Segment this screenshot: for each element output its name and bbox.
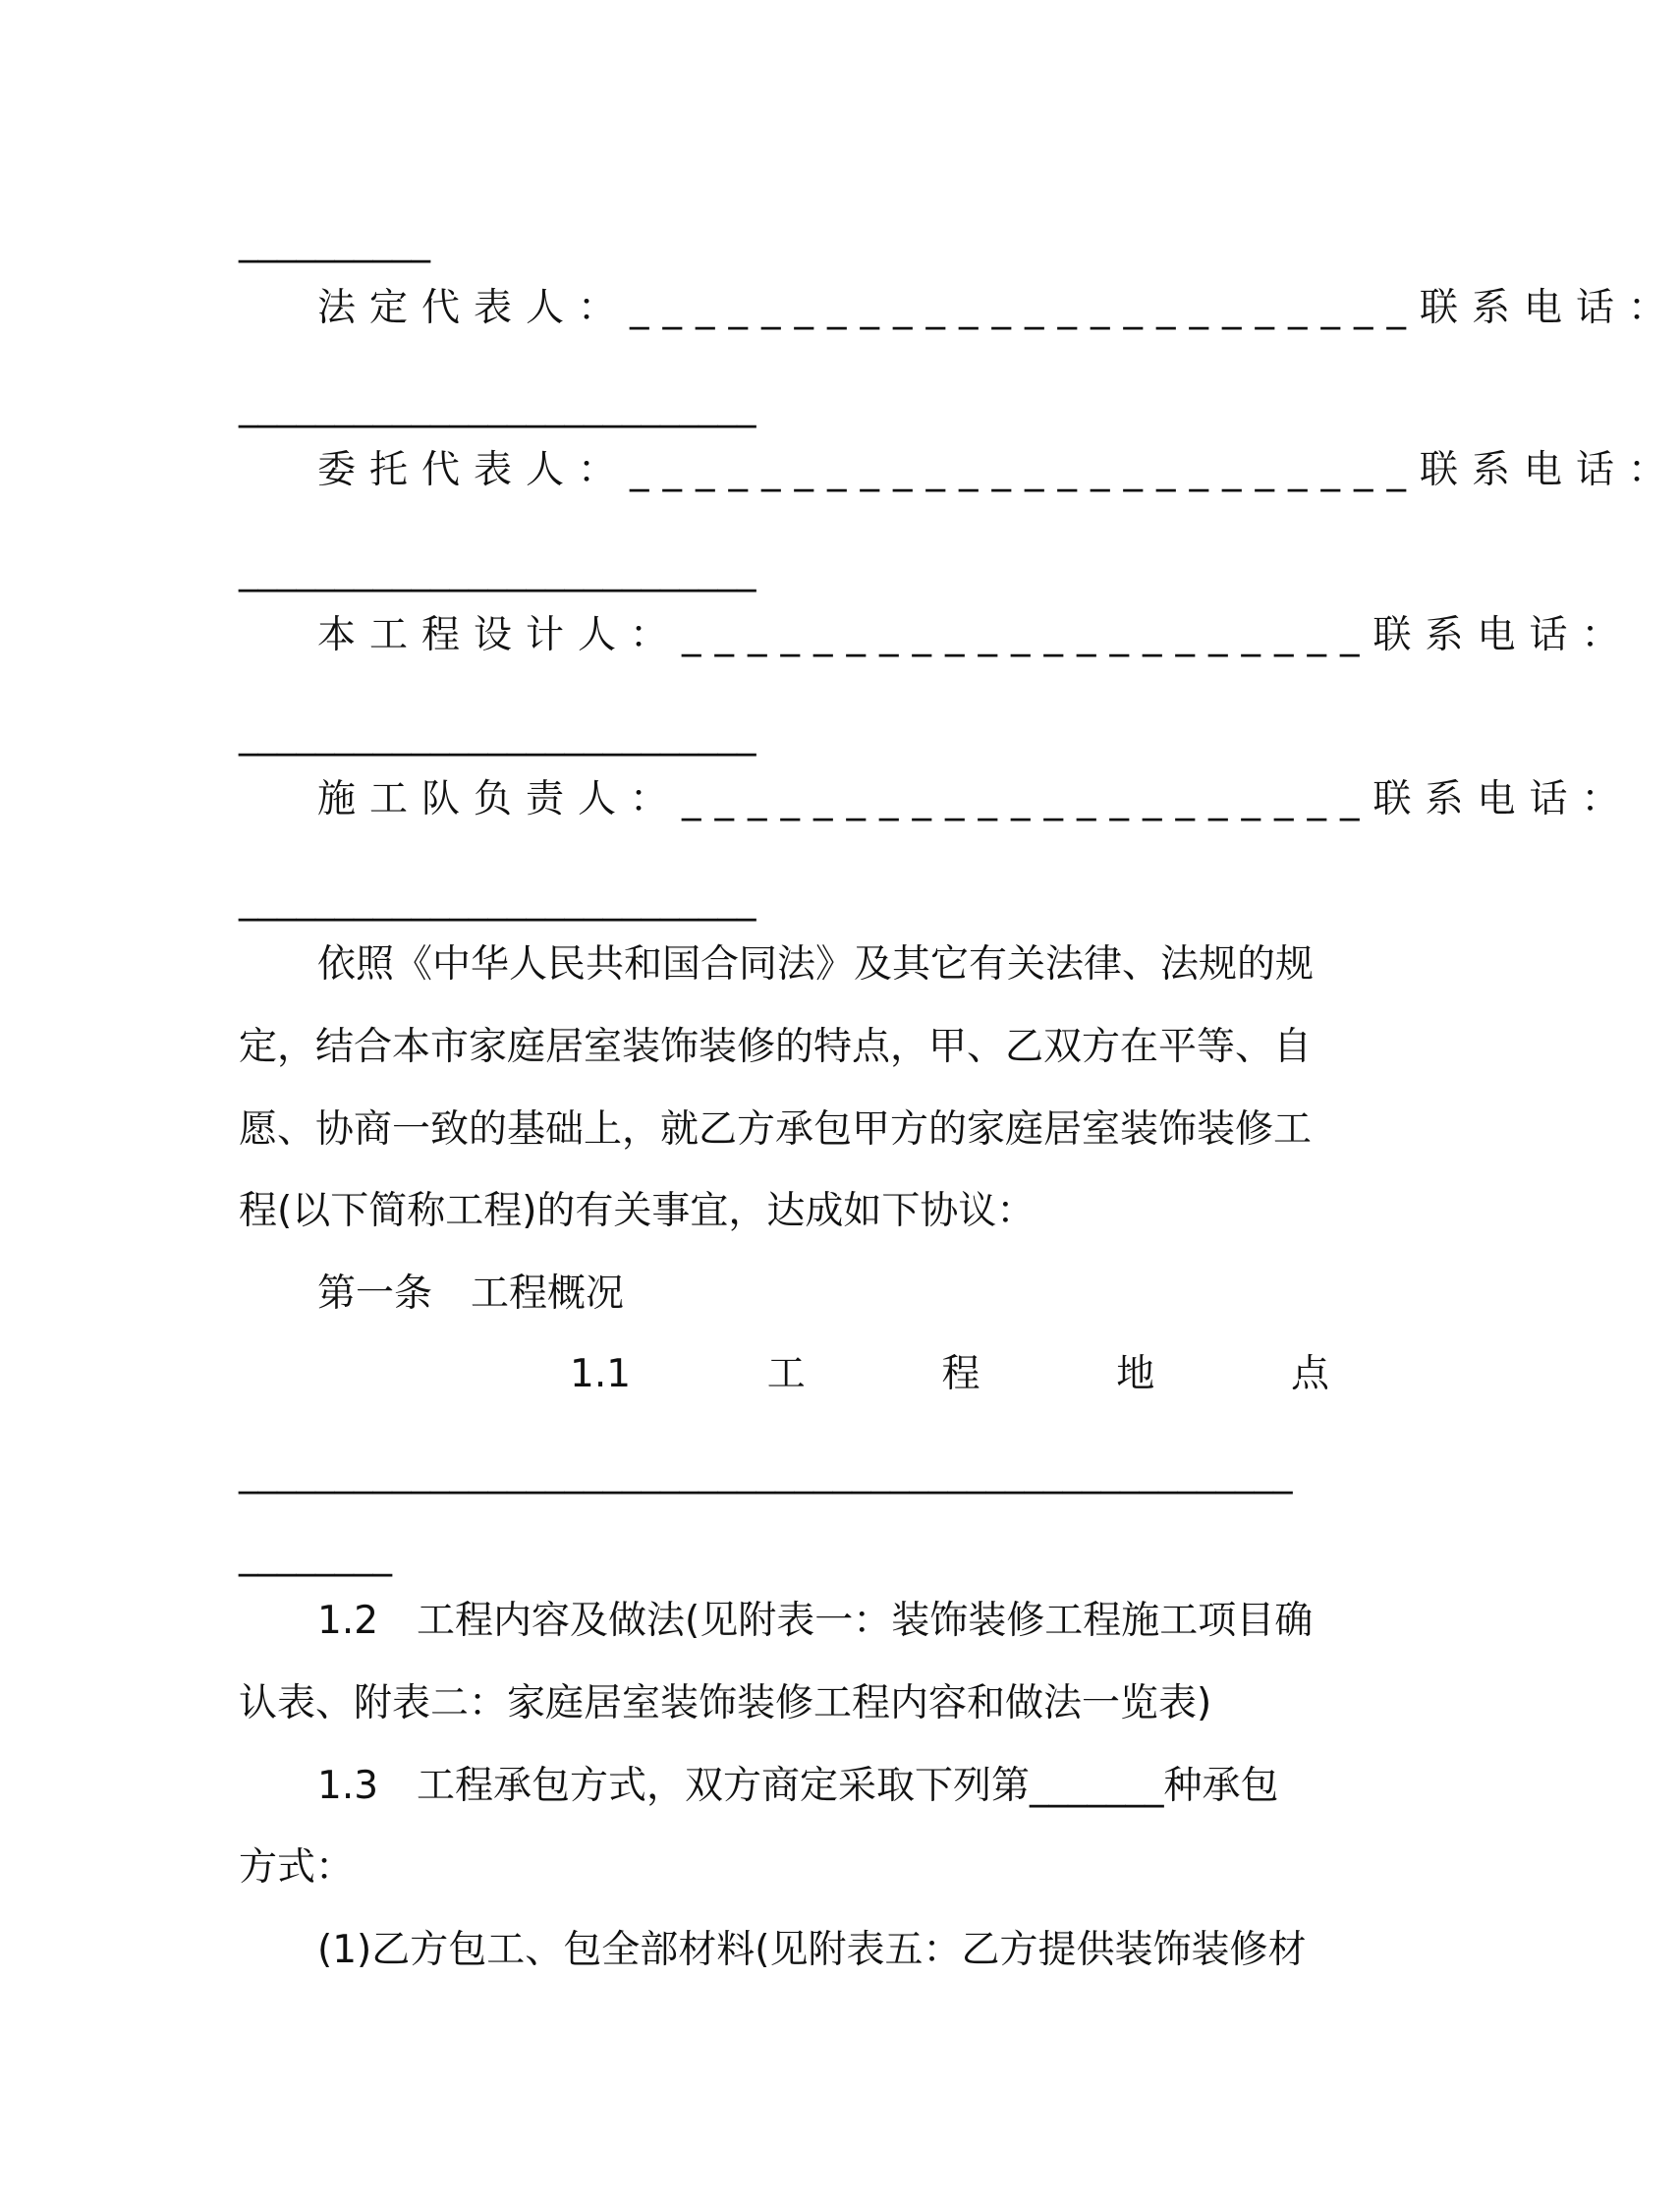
clause-1-3-line-2: 方式： (239, 1845, 355, 1890)
legal-representative-line: 法定代表人：________________________联系电话： (317, 286, 1680, 330)
location-char: 地 (1116, 1352, 1155, 1396)
clause-1-3-line-1: 1.3 工程承包方式，双方商定采取下列第_______种承包 (317, 1764, 1279, 1808)
clause-1-2-line-1: 1.2 工程内容及做法(见附表一：装饰装修工程施工项目确 (317, 1599, 1314, 1643)
legal-representative-phone-blank: ___________________________ (239, 384, 756, 428)
blank-line: __________ (239, 219, 430, 263)
authorized-representative-phone-blank: ___________________________ (239, 548, 756, 593)
construction-team-leader-line: 施工队负责人：_____________________联系电话： (317, 777, 1634, 821)
authorized-representative-line: 委托代表人：________________________联系电话： (317, 448, 1680, 492)
location-char: 点 (1290, 1352, 1329, 1396)
location-char: 工 (766, 1352, 806, 1396)
project-location-blank-continued: ________ (239, 1533, 392, 1577)
project-location-label (570, 1347, 1329, 1402)
clause-number: 1.1 (570, 1352, 632, 1396)
project-location-blank: _______________________________________________________ (239, 1450, 1293, 1495)
preamble-line-1: 依照《中华人民共和国合同法》及其它有关法律、法规的规 (317, 942, 1315, 987)
construction-team-leader-phone-blank: ___________________________ (239, 877, 756, 922)
preamble-line-2: 定，结合本市家庭居室装饰装修的特点，甲、乙双方在平等、自 (239, 1025, 1313, 1069)
clause-1-2-line-2: 认表、附表二：家庭居室装饰装修工程内容和做法一览表) (239, 1681, 1212, 1725)
location-char: 程 (941, 1352, 980, 1396)
preamble-line-4: 程(以下简称工程)的有关事宜，达成如下协议： (239, 1189, 1036, 1233)
preamble-line-3: 愿、协商一致的基础上，就乙方承包甲方的家庭居室装饰装修工 (239, 1107, 1313, 1152)
article-one-heading: 第一条 工程概况 (317, 1272, 625, 1316)
option-1-line: (1)乙方包工、包全部材料(见附表五：乙方提供装饰装修材 (317, 1928, 1307, 1972)
designer-line: 本工程设计人：_____________________联系电话： (317, 613, 1634, 657)
designer-phone-blank: ___________________________ (239, 712, 756, 757)
